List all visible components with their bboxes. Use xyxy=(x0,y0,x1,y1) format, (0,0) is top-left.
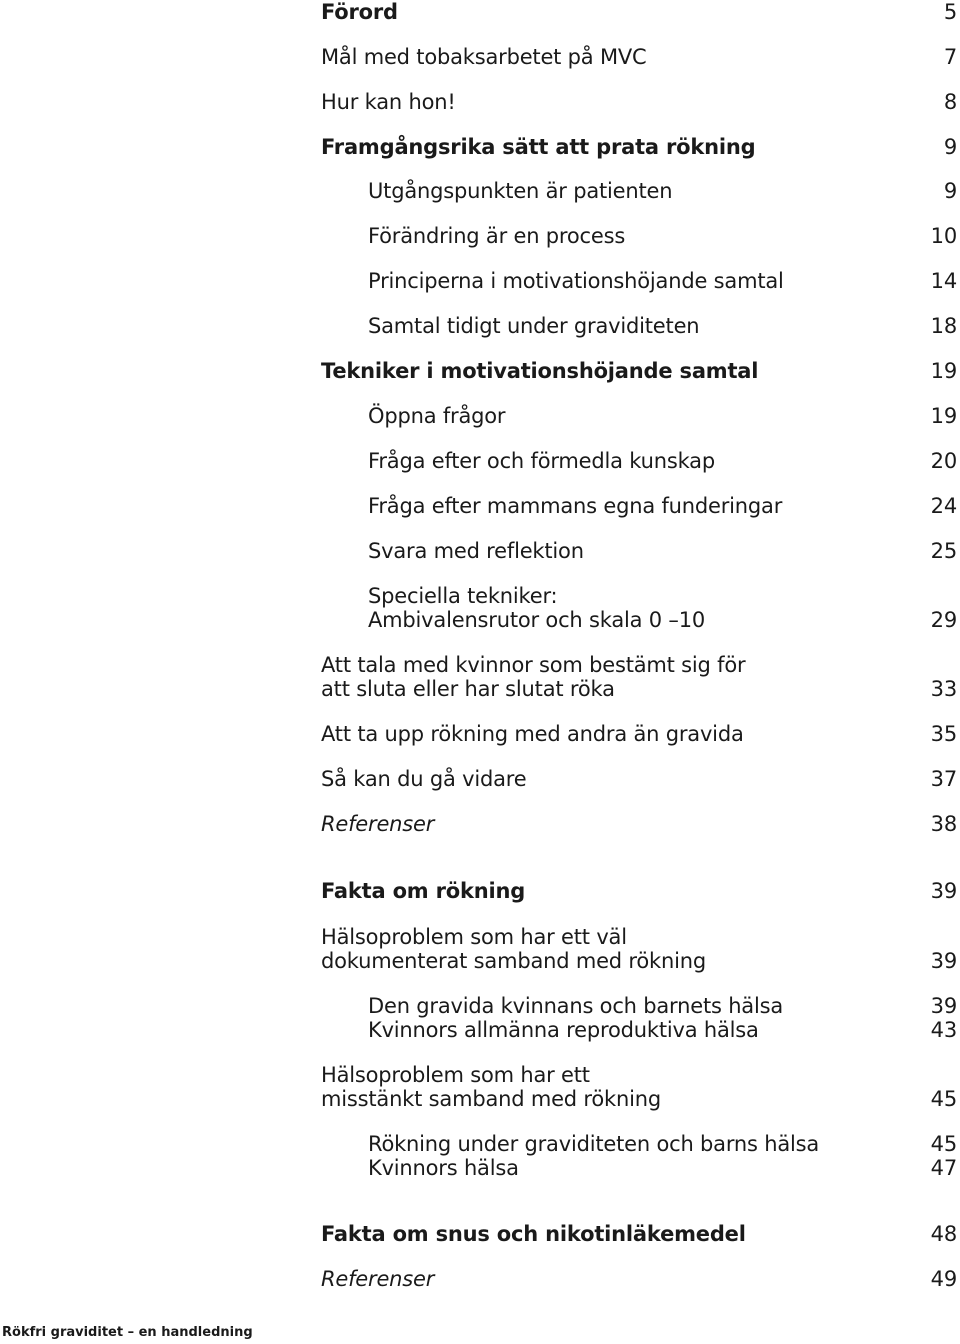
toc-entry-title: Att tala med kvinnor som bestämt sig för att sluta eller har slutat röka xyxy=(321,653,746,701)
toc-entry-page: 18 xyxy=(930,314,957,338)
toc-entry-mal[interactable] xyxy=(321,45,957,69)
toc-entry-title: Förändring är en process xyxy=(368,224,626,248)
toc-entry-page: 47 xyxy=(930,1156,957,1180)
toc-entry-page: 45 xyxy=(930,1132,957,1156)
toc-entry-page: 9 xyxy=(943,179,957,203)
toc-entry-title: Fakta om rökning xyxy=(321,879,526,903)
toc-entry-title: Principerna i motivationshöjande samtal xyxy=(368,269,784,293)
toc-entry-title: Den gravida kvinnans och barnets hälsa xyxy=(368,994,784,1018)
toc-entry-halsoproblem-dokumenterat[interactable] xyxy=(321,925,957,973)
toc-entry-rokning-graviditeten[interactable] xyxy=(368,1132,957,1156)
toc-entry-page: 7 xyxy=(943,45,957,69)
toc-entry-fakta-rokning[interactable] xyxy=(321,879,957,903)
toc-entry-page: 49 xyxy=(930,1267,957,1291)
toc-entry-page: 39 xyxy=(930,994,957,1018)
toc-entry-page: 48 xyxy=(930,1222,957,1246)
toc-entry-title: Hälsoproblem som har ett väl dokumenterat samband med rökning xyxy=(321,925,706,973)
toc-entry-forandring[interactable] xyxy=(368,224,957,248)
toc-entry-page: 10 xyxy=(930,224,957,248)
toc-entry-title: Speciella tekniker: Ambivalensrutor och skala 0 –10 xyxy=(368,584,706,632)
toc-entry-title: Öppna frågor xyxy=(368,404,506,428)
toc-entry-fraga-funderingar[interactable] xyxy=(368,494,957,518)
toc-entry-page: 45 xyxy=(930,1087,957,1111)
toc-entry-title: Framgångsrika sätt att prata rökning xyxy=(321,135,756,159)
toc-entry-title: Kvinnors allmänna reproduktiva hälsa xyxy=(368,1018,759,1042)
toc-entry-att-ta-upp[interactable] xyxy=(321,722,957,746)
toc-entry-utgangspunkten[interactable] xyxy=(368,179,957,203)
toc-entry-samtal-tidigt[interactable] xyxy=(368,314,957,338)
toc-entry-title: Hälsoproblem som har ett misstänkt samband med rökning xyxy=(321,1063,661,1111)
toc-entry-page: 19 xyxy=(930,359,957,383)
toc-entry-title: Tekniker i motivationshöjande samtal xyxy=(321,359,759,383)
toc-entry-forord[interactable] xyxy=(321,0,957,24)
toc-entry-page: 25 xyxy=(930,539,957,563)
toc-entry-title: Hur kan hon! xyxy=(321,90,456,114)
toc-entry-page: 9 xyxy=(943,135,957,159)
toc-entry-referenser-2[interactable] xyxy=(321,1267,957,1291)
toc-entry-title: Fråga efter mammans egna funderingar xyxy=(368,494,783,518)
toc-entry-page: 8 xyxy=(943,90,957,114)
toc-entry-oppna-fragor[interactable] xyxy=(368,404,957,428)
toc-entry-title: Svara med reflektion xyxy=(368,539,584,563)
toc-entry-title: Att ta upp rökning med andra än gravida xyxy=(321,722,744,746)
toc-entry-speciella-tekniker[interactable] xyxy=(368,584,957,632)
toc-entry-referenser-1[interactable] xyxy=(321,812,957,836)
toc-entry-title: Samtal tidigt under graviditeten xyxy=(368,314,700,338)
toc-entry-title: Kvinnors hälsa xyxy=(368,1156,519,1180)
toc-entry-page: 35 xyxy=(930,722,957,746)
toc-entry-title: Referenser xyxy=(321,812,435,836)
toc-entry-sa-kan-du[interactable] xyxy=(321,767,957,791)
toc-entry-page: 14 xyxy=(930,269,957,293)
toc-entry-fraga-kunskap[interactable] xyxy=(368,449,957,473)
toc-entry-tekniker[interactable] xyxy=(321,359,957,383)
toc-entry-page: 37 xyxy=(930,767,957,791)
toc-entry-page: 24 xyxy=(930,494,957,518)
toc-entry-att-tala[interactable] xyxy=(321,653,957,701)
toc-entry-title: Så kan du gå vidare xyxy=(321,767,527,791)
page-footer: Rökfri graviditet – en handledning xyxy=(2,1325,253,1340)
toc-entry-page: 19 xyxy=(930,404,957,428)
toc-entry-principerna[interactable] xyxy=(368,269,957,293)
toc-entry-kvinnors-halsa[interactable] xyxy=(368,1156,957,1180)
toc-entry-hur-kan-hon[interactable] xyxy=(321,90,957,114)
toc-entry-page: 20 xyxy=(930,449,957,473)
toc-entry-title: Fakta om snus och nikotinläkemedel xyxy=(321,1222,746,1246)
toc-entry-gravida-kvinnans[interactable] xyxy=(368,994,957,1018)
toc-entry-page: 33 xyxy=(930,677,957,701)
toc-entry-fakta-snus[interactable] xyxy=(321,1222,957,1246)
toc-entry-page: 5 xyxy=(943,0,957,24)
toc-entry-page: 39 xyxy=(930,879,957,903)
toc-entry-title: Fråga efter och förmedla kunskap xyxy=(368,449,715,473)
toc-entry-title: Mål med tobaksarbetet på MVC xyxy=(321,45,647,69)
toc-entry-page: 39 xyxy=(930,949,957,973)
toc-entry-framgangsrika[interactable] xyxy=(321,135,957,159)
toc-entry-title: Förord xyxy=(321,0,398,24)
toc-entry-page: 38 xyxy=(930,812,957,836)
toc-entry-kvinnors-reproduktiva[interactable] xyxy=(368,1018,957,1042)
toc-entry-title: Referenser xyxy=(321,1267,435,1291)
toc-entry-svara-reflektion[interactable] xyxy=(368,539,957,563)
toc-entry-title: Utgångspunkten är patienten xyxy=(368,179,673,203)
toc-entry-halsoproblem-misstankt[interactable] xyxy=(321,1063,957,1111)
toc-entry-page: 43 xyxy=(930,1018,957,1042)
toc-entry-title: Rökning under graviditeten och barns hälsa xyxy=(368,1132,820,1156)
toc-entry-page: 29 xyxy=(930,608,957,632)
